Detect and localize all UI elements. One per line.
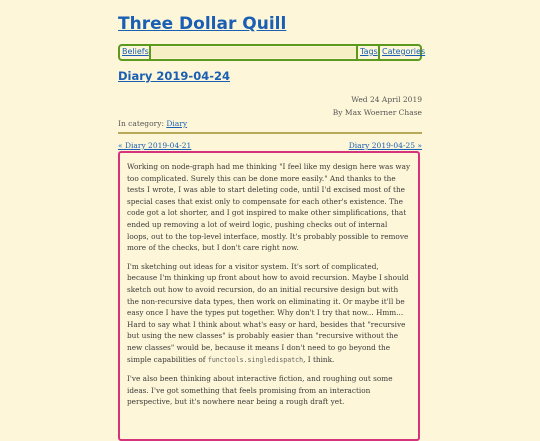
- next-post-link[interactable]: Diary 2019-04-25 »: [348, 141, 422, 150]
- category-prefix: In category:: [118, 119, 164, 128]
- paragraph: [127, 261, 411, 366]
- nav-divider: [356, 46, 358, 59]
- paragraph-text: , I think.: [303, 354, 335, 364]
- inline-code: functools.singledispatch: [207, 355, 304, 364]
- post-date: Wed 24 April 2019: [351, 95, 422, 104]
- paragraph-text: I'm sketching out ideas for a visitor system. It's sort of complicated, because I'm thinking up front about how to avoid recursion. Maybe I should sketch out how to avoid recursion, do an initial recursive design but with the non-recursive data types, then work on eliminating it. Or maybe it'll be easy once I have the types put together. Why don't I try that now... Hmm... Hard to say what I think about what's easy or hard, besides that "recursive but using the new classes" is probably easier than "recursive without the new classes" would be, because it means I don't need to go beyond the simple capabilities of: [127, 261, 409, 364]
- nav-divider: [378, 46, 380, 59]
- nav-spacer: [151, 47, 356, 58]
- post-author: By Max Woerner Chase: [332, 108, 422, 117]
- post-content: [118, 151, 420, 441]
- prev-post-link[interactable]: « Diary 2019-04-21: [118, 141, 192, 150]
- category-link[interactable]: Diary: [166, 119, 188, 128]
- post-category: [118, 119, 187, 128]
- nav-link-beliefs[interactable]: Beliefs: [122, 47, 149, 56]
- nav-link-categories[interactable]: Categories: [382, 47, 426, 56]
- post-title-link[interactable]: Diary 2019-04-24: [118, 69, 230, 83]
- header-divider: [118, 132, 422, 134]
- nav-link-tags[interactable]: Tags: [360, 47, 378, 56]
- paragraph: Working on node-graph had me thinking "I feel like my design here was way too complicated. Surely this can be done more easily." And thanks to the tests I wrote, I was able to start deleting code, until I'd excised most of the special cases that exist only to compensate for each other's existence. The code got a lot shorter, and I got inspired to make other simplifications, that ended up removing a lot of weird logic, pushing checks out of internal loops, out to the top-level interface, mostly. It's probably possible to remove more of the checks, but I don't care right now.: [127, 162, 411, 253]
- paragraph: I've also been thinking about interactive fiction, and roughing out some ideas. I've got something that feels promising from an interaction perspective, but it's nowhere near being a rough draft yet.: [127, 374, 393, 407]
- nav-bar: [118, 44, 426, 61]
- site-title-link[interactable]: Three Dollar Quill: [118, 14, 287, 34]
